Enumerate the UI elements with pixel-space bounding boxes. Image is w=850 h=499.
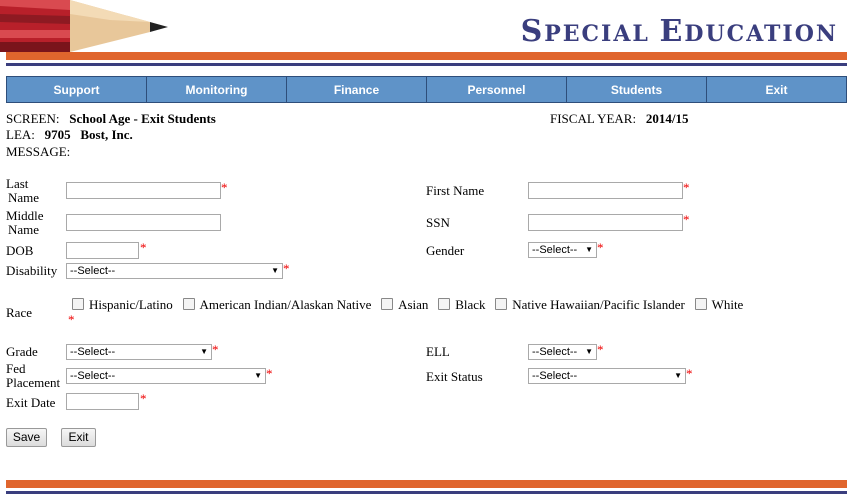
dob-input[interactable] bbox=[66, 242, 139, 259]
disability-select[interactable]: --Select-- ▼ bbox=[66, 263, 283, 279]
required-marker: * bbox=[140, 240, 147, 255]
nav-tab-students[interactable]: Students bbox=[567, 77, 707, 102]
required-marker: * bbox=[212, 342, 219, 357]
footer-blue-line bbox=[6, 491, 847, 494]
fed-placement-select[interactable]: --Select-- ▼ bbox=[66, 368, 266, 384]
exit-status-label: Exit Status bbox=[426, 369, 483, 384]
lea-label: LEA: bbox=[6, 127, 35, 142]
checkbox-icon[interactable] bbox=[495, 298, 507, 310]
nav-tab-exit[interactable]: Exit bbox=[765, 82, 788, 97]
lea-code: 9705 bbox=[44, 127, 71, 142]
race-option-asian[interactable]: Asian bbox=[381, 297, 428, 312]
required-marker: * bbox=[68, 312, 75, 327]
race-option-native-hawaiian[interactable]: Native Hawaiian/Pacific Islander bbox=[495, 297, 685, 312]
header-blue-line bbox=[6, 63, 847, 66]
triangle-down-icon: ▼ bbox=[254, 371, 262, 380]
first-name-label: First Name bbox=[426, 183, 485, 198]
triangle-down-icon: ▼ bbox=[271, 266, 279, 275]
disability-label: Disability bbox=[6, 263, 58, 278]
fed-placement-label: Fed Placement bbox=[6, 361, 61, 390]
triangle-down-icon: ▼ bbox=[674, 371, 682, 380]
last-name-input[interactable] bbox=[66, 182, 221, 199]
app-title: SPECIAL EDUCATION bbox=[520, 14, 838, 49]
first-name-input[interactable] bbox=[528, 182, 683, 199]
required-marker: * bbox=[683, 180, 690, 195]
required-marker: * bbox=[140, 391, 147, 406]
checkbox-icon[interactable] bbox=[695, 298, 707, 310]
middle-name-input[interactable] bbox=[66, 214, 221, 231]
required-marker: * bbox=[597, 240, 604, 255]
dob-label: DOB bbox=[6, 243, 34, 258]
triangle-down-icon: ▼ bbox=[585, 347, 593, 356]
race-option-hispanic[interactable]: Hispanic/Latino bbox=[72, 297, 173, 312]
ell-select[interactable]: --Select-- ▼ bbox=[528, 344, 597, 360]
main-nav bbox=[6, 76, 847, 103]
nav-tab-finance[interactable]: Finance bbox=[287, 77, 427, 102]
header-orange-bar bbox=[6, 52, 847, 60]
footer-orange-bar bbox=[6, 480, 847, 488]
nav-tab-personnel[interactable]: Personnel bbox=[427, 77, 567, 102]
grade-label: Grade bbox=[6, 344, 38, 359]
exit-button[interactable]: Exit bbox=[61, 428, 96, 447]
screen-value: School Age - Exit Students bbox=[69, 111, 216, 126]
screen-info bbox=[6, 112, 216, 126]
exit-status-select[interactable]: --Select-- ▼ bbox=[528, 368, 686, 384]
fiscal-year-info bbox=[550, 112, 688, 126]
checkbox-icon[interactable] bbox=[438, 298, 450, 310]
exit-date-label: Exit Date bbox=[6, 395, 56, 410]
pencil-logo-icon bbox=[0, 0, 175, 52]
triangle-down-icon: ▼ bbox=[585, 245, 593, 254]
nav-tab-support[interactable]: Support bbox=[7, 77, 147, 102]
gender-select[interactable]: --Select-- ▼ bbox=[528, 242, 597, 258]
screen-label: SCREEN: bbox=[6, 111, 60, 126]
gender-label: Gender bbox=[426, 243, 465, 258]
message-label: MESSAGE: bbox=[6, 144, 71, 159]
race-option-black[interactable]: Black bbox=[438, 297, 485, 312]
required-marker: * bbox=[283, 261, 290, 276]
race-option-american-indian[interactable]: American Indian/Alaskan Native bbox=[183, 297, 372, 312]
ell-label: ELL bbox=[426, 344, 450, 359]
ssn-label: SSN bbox=[426, 215, 450, 230]
exit-date-input[interactable] bbox=[66, 393, 139, 410]
race-option-white[interactable]: White bbox=[695, 297, 744, 312]
required-marker: * bbox=[221, 180, 228, 195]
save-button[interactable]: Save bbox=[6, 428, 47, 447]
checkbox-icon[interactable] bbox=[183, 298, 195, 310]
grade-select[interactable]: --Select-- ▼ bbox=[66, 344, 212, 360]
fiscal-year-label: FISCAL YEAR: bbox=[550, 111, 637, 126]
triangle-down-icon: ▼ bbox=[200, 347, 208, 356]
lea-info bbox=[6, 128, 133, 142]
required-marker: * bbox=[686, 366, 693, 381]
nav-tab-monitoring[interactable]: Monitoring bbox=[147, 77, 287, 102]
required-marker: * bbox=[597, 342, 604, 357]
middle-name-label: Middle Name bbox=[6, 208, 44, 237]
race-label: Race bbox=[6, 305, 32, 320]
required-marker: * bbox=[683, 212, 690, 227]
race-options bbox=[72, 298, 743, 312]
required-marker: * bbox=[266, 366, 273, 381]
checkbox-icon[interactable] bbox=[381, 298, 393, 310]
last-name-label: Last Name bbox=[6, 176, 40, 205]
ssn-input[interactable] bbox=[528, 214, 683, 231]
checkbox-icon[interactable] bbox=[72, 298, 84, 310]
fiscal-year-value: 2014/15 bbox=[645, 111, 689, 126]
lea-name: Bost, Inc. bbox=[80, 127, 133, 142]
